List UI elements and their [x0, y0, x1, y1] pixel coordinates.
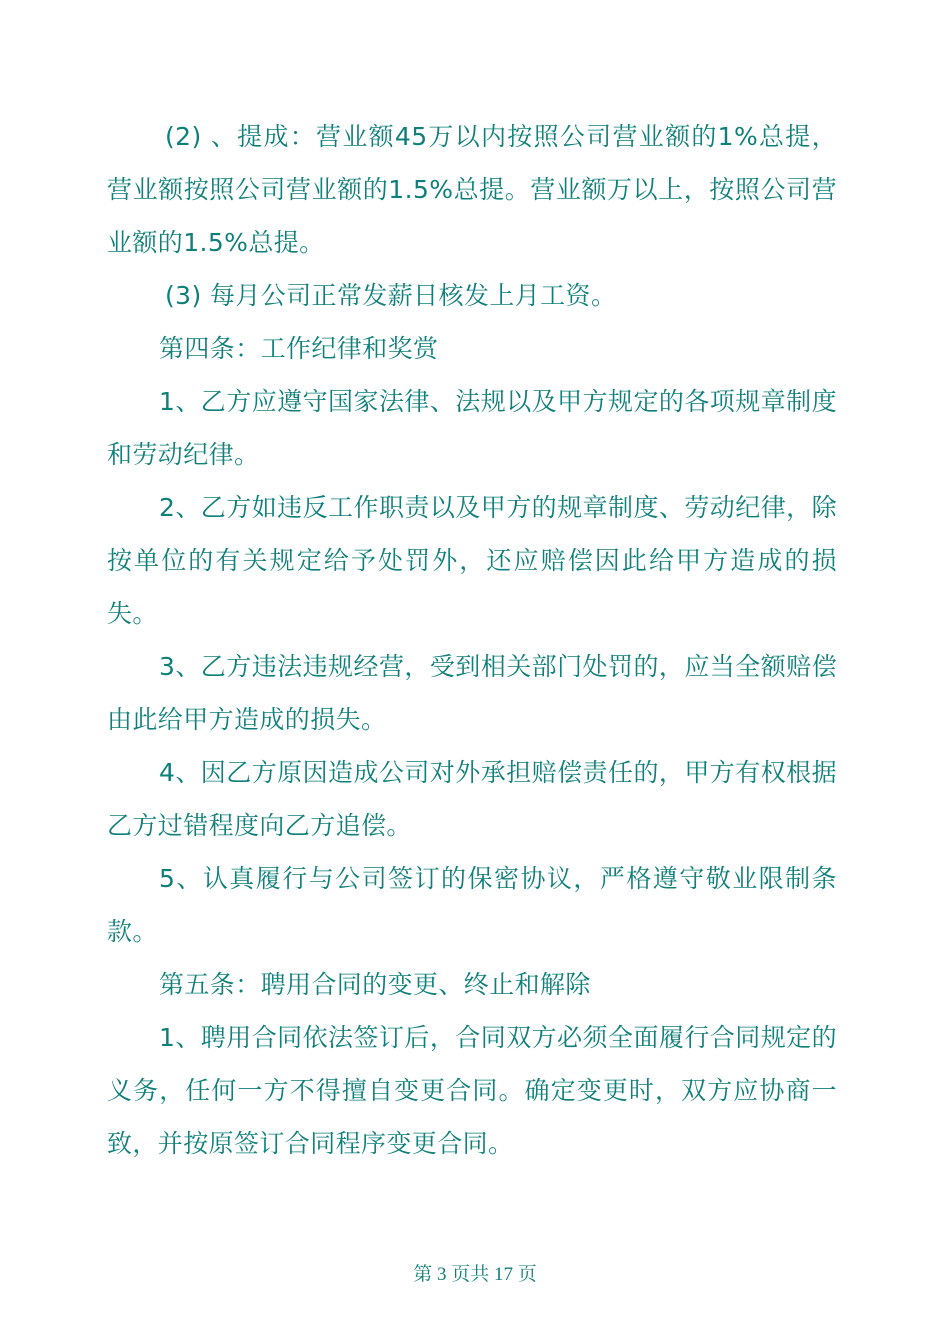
paragraph-article-4-item-3: 3、乙方违法违规经营，受到相关部门处罚的，应当全额赔偿由此给甲方造成的损失。: [107, 652, 837, 734]
document-body: [107, 110, 837, 1170]
section-heading-article-5: 第五条：聘用合同的变更、终止和解除: [159, 970, 591, 999]
paragraph-article-4-item-1: 1、乙方应遵守国家法律、法规以及甲方规定的各项规章制度和劳动纪律。: [107, 387, 837, 469]
paragraph-payday: (3) 每月公司正常发薪日核发上月工资。: [165, 281, 617, 310]
paragraph-article-4-item-2: 2、乙方如违反工作职责以及甲方的规章制度、劳动纪律，除按单位的有关规定给予处罚外，还应赔偿因此给甲方造成的损失。: [107, 493, 837, 628]
paragraph-article-4-item-5: 5、认真履行与公司签订的保密协议，严格遵守敬业限制条款。: [107, 864, 837, 946]
paragraph-article-4-item-4: 4、因乙方原因造成公司对外承担赔偿责任的，甲方有权根据乙方过错程度向乙方追偿。: [107, 758, 837, 840]
paragraph-article-5-item-1: 1、聘用合同依法签订后，合同双方必须全面履行合同规定的义务，任何一方不得擅自变更合同。确定变更时，双方应协商一致，并按原签订合同程序变更合同。: [107, 1023, 837, 1158]
paragraph-commission: (2) 、提成：营业额45万以内按照公司营业额的1%总提，营业额按照公司营业额的1.5%总提。营业额万以上，按照公司营业额的1.5%总提。: [107, 122, 837, 257]
section-heading-article-4: 第四条：工作纪律和奖赏: [159, 334, 439, 363]
page-number-footer: 第 3 页共 17 页: [413, 1264, 537, 1285]
